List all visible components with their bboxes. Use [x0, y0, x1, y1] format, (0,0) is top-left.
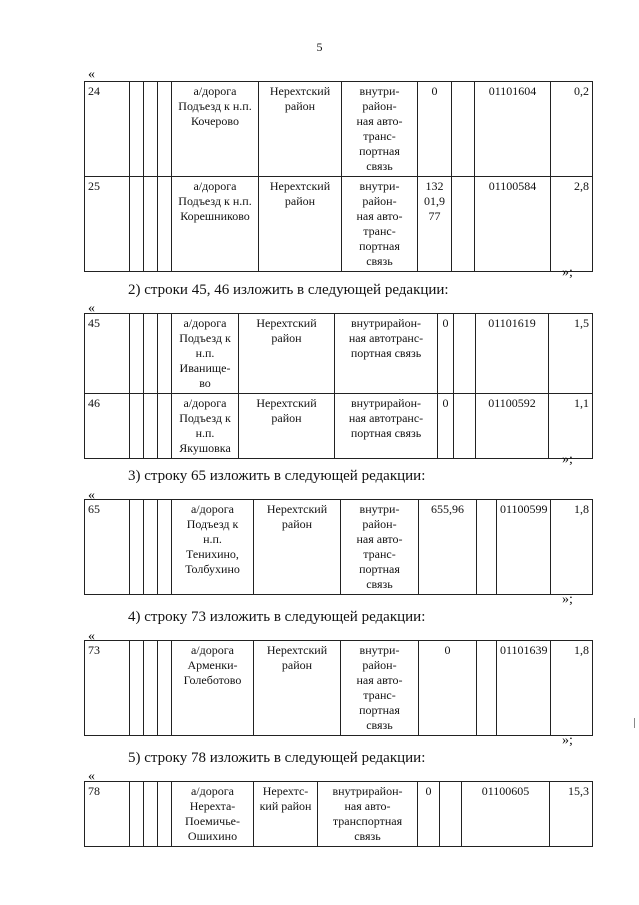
value: 0: [419, 641, 477, 736]
row-number: 46: [85, 394, 130, 459]
empty-cell: [144, 314, 158, 394]
table-row: [85, 82, 593, 177]
table-row: [85, 394, 593, 459]
registry-table-5: [84, 781, 593, 847]
road-length: 1,8: [551, 500, 593, 595]
value: 0: [418, 782, 440, 847]
road-code: 01101604: [475, 82, 551, 177]
section-heading: 3) строку 65 изложить в следующей редакции:: [128, 468, 426, 484]
value: 0: [431, 84, 438, 98]
district: Нерехтский район: [269, 84, 331, 113]
opening-quote: «: [88, 67, 95, 82]
road-code: 01101619: [476, 314, 549, 394]
scan-margin-mark: [634, 718, 635, 728]
empty-cell: [130, 177, 144, 272]
opening-quote: «: [88, 301, 95, 316]
value: 0: [438, 394, 454, 459]
empty-cell: [454, 394, 476, 459]
empty-cell: [144, 500, 158, 595]
empty-cell: [130, 782, 144, 847]
empty-cell: [452, 82, 475, 177]
empty-cell: [130, 500, 144, 595]
section-heading: 5) строку 78 изложить в следующей редакции:: [128, 750, 426, 766]
road-type: внутри- район- ная авто- транс- портная связь: [356, 179, 403, 268]
empty-cell: [158, 82, 172, 177]
road-length: 1,1: [549, 394, 593, 459]
empty-cell: [144, 82, 158, 177]
empty-cell: [158, 314, 172, 394]
road-type: внутрирайон- ная автотранс- портная связь: [348, 396, 424, 440]
row-number: 73: [85, 641, 130, 736]
table-row: [85, 641, 593, 736]
value: 132 01,9 77: [424, 179, 445, 223]
empty-cell: [130, 82, 144, 177]
table-row: [85, 500, 593, 595]
empty-cell: [158, 500, 172, 595]
road-type: внутри- район- ная авто- транс- портная связь: [356, 84, 403, 173]
road-type: внутри- район- ная авто- транс- портная связь: [356, 643, 403, 732]
road-length: 0,2: [551, 82, 593, 177]
empty-cell: [158, 782, 172, 847]
district: Нерехтс- кий район: [259, 784, 312, 813]
value: 655,96: [419, 500, 477, 595]
empty-cell: [144, 394, 158, 459]
road-name: а/дорога Подъезд к н.п. Корешниково: [178, 179, 252, 223]
empty-cell: [130, 641, 144, 736]
closing-quote: »;: [562, 592, 573, 607]
road-name: а/дорога Подъезд к н.п. Тенихино, Толбухино: [185, 502, 240, 576]
road-type: внутри- район- ная авто- транс- портная связь: [356, 502, 403, 591]
row-number: 65: [85, 500, 130, 595]
road-name: а/дорога Арменки- Голеботово: [183, 643, 242, 687]
opening-quote: «: [88, 769, 95, 784]
section-heading: 4) строку 73 изложить в следующей редакции:: [128, 609, 426, 625]
empty-cell: [144, 177, 158, 272]
road-code: 01101639: [497, 641, 551, 736]
road-code: 01100599: [497, 500, 551, 595]
row-number: 45: [85, 314, 130, 394]
district: Нерехтский район: [266, 643, 328, 672]
road-length: 1,8: [551, 641, 593, 736]
table-row: [85, 782, 593, 847]
road-length: 1,5: [549, 314, 593, 394]
registry-table-2: [84, 313, 593, 459]
empty-cell: [144, 641, 158, 736]
road-name: а/дорога Нерехта- Поемичье- Ошихино: [185, 784, 240, 843]
value: 0: [438, 314, 454, 394]
closing-quote: »;: [562, 733, 573, 748]
closing-quote: »;: [562, 452, 573, 467]
empty-cell: [130, 394, 144, 459]
road-length: 15,3: [550, 782, 593, 847]
row-number: 24: [85, 82, 130, 177]
opening-quote: «: [88, 629, 95, 644]
road-name: а/дорога Подъезд к н.п. Кочерово: [178, 84, 252, 128]
district: Нерехтский район: [266, 502, 328, 531]
section-heading: 2) строки 45, 46 изложить в следующей редакции:: [128, 282, 449, 298]
road-name: а/дорога Подъезд к н.п. Иванище- во: [179, 316, 231, 390]
district: Нерехтский район: [256, 396, 317, 425]
road-code: 01100584: [475, 177, 551, 272]
empty-cell: [158, 641, 172, 736]
table-row: [85, 177, 593, 272]
empty-cell: [158, 394, 172, 459]
empty-cell: [452, 177, 475, 272]
empty-cell: [477, 500, 497, 595]
empty-cell: [477, 641, 497, 736]
closing-quote: »;: [562, 265, 573, 280]
table-row: [85, 314, 593, 394]
road-name: а/дорога Подъезд к н.п. Якушовка: [179, 396, 231, 455]
empty-cell: [454, 314, 476, 394]
empty-cell: [440, 782, 462, 847]
empty-cell: [130, 314, 144, 394]
road-type: внутрирайон- ная авто- транспортная связь: [332, 784, 403, 843]
district: Нерехтский район: [256, 316, 317, 345]
opening-quote: «: [88, 488, 95, 503]
empty-cell: [158, 177, 172, 272]
road-length: 2,8: [551, 177, 593, 272]
road-code: 01100592: [476, 394, 549, 459]
registry-table-4: [84, 640, 593, 736]
page-number: 5: [316, 40, 323, 54]
empty-cell: [144, 782, 158, 847]
registry-table-3: [84, 499, 593, 595]
district: Нерехтский район: [269, 179, 331, 208]
row-number: 78: [85, 782, 130, 847]
row-number: 25: [85, 177, 130, 272]
road-type: внутрирайон- ная автотранс- портная связь: [348, 316, 424, 360]
road-code: 01100605: [462, 782, 550, 847]
registry-table-1: [84, 81, 593, 272]
